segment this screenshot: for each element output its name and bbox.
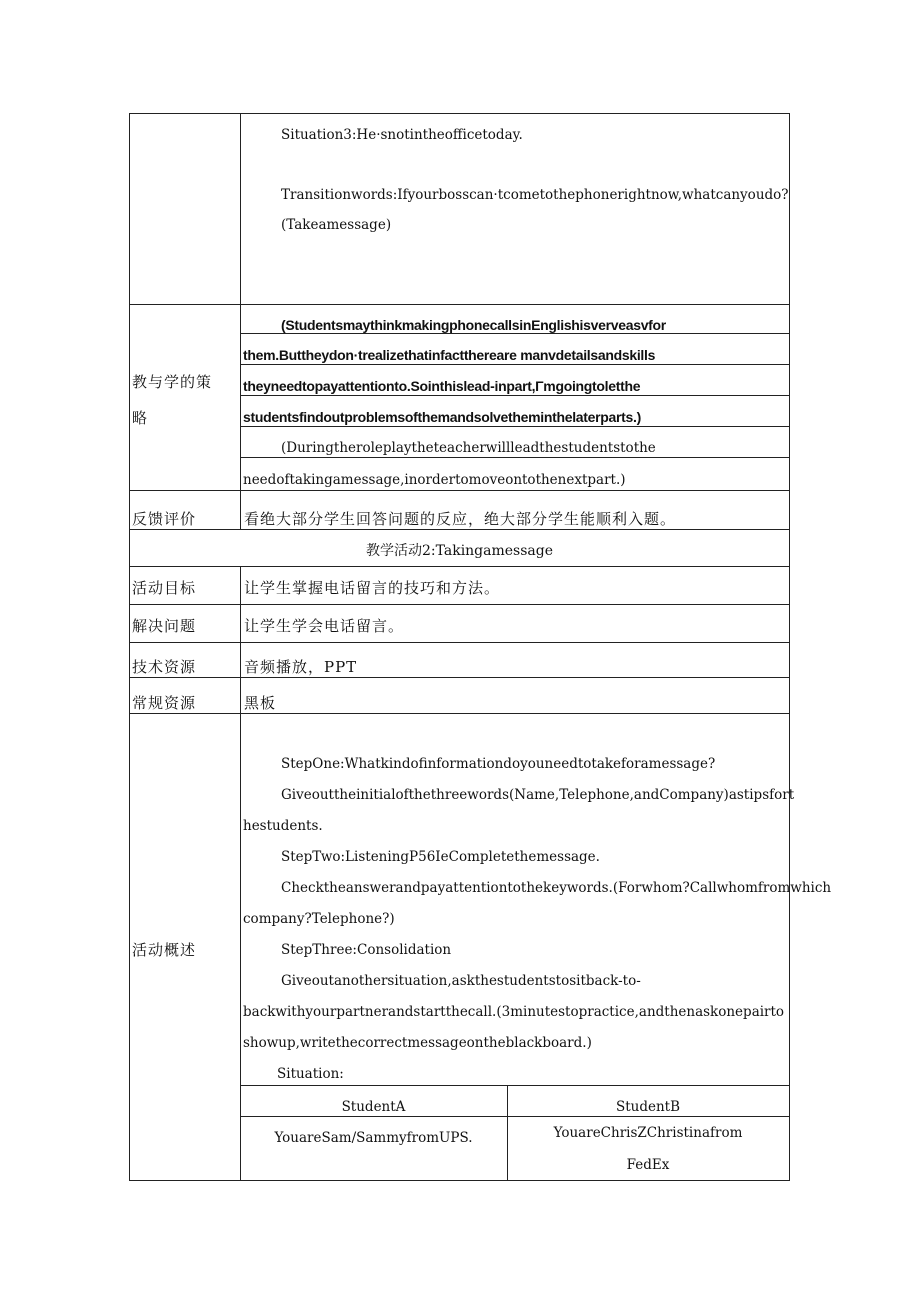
overview-label: 活动概述: [132, 941, 197, 959]
row-divider: [129, 677, 790, 678]
transition-words-text: Transitionwords:Ifyourbosscan·tcometothephonerightnow,whatcanyoudo?: [281, 187, 789, 203]
goal-text: 让学生掌握电话留言的技巧和方法。: [244, 579, 501, 597]
feedback-text: 看绝大部分学生回答问题的反应，绝大部分学生能顺利入题。: [244, 510, 677, 528]
row-divider: [240, 426, 790, 427]
strategy-bold-line: studentsfindoutproblemsofthemandsolvetheminthelaterparts.): [243, 409, 641, 425]
problem-text: 让学生学会电话留言。: [244, 617, 405, 635]
table-border-left: [129, 113, 130, 1181]
row-divider: [129, 529, 790, 530]
tech-resource-text: 音频播放，PPT: [244, 658, 358, 676]
strategy-label-line1: 教与学的策: [132, 373, 213, 391]
overview-line: Giveoutanothersituation,askthestudentstositback-to-: [281, 973, 641, 989]
row-divider: [240, 395, 790, 396]
table-border-right: [789, 113, 790, 1181]
inner-cell-student-b-line1: YouareChrisZChristinafrom: [553, 1125, 743, 1141]
row-divider: [129, 566, 790, 567]
overview-line: backwithyourpartnerandstartthecall.(3minutestopractice,andthenaskonepairto: [243, 1004, 785, 1020]
problem-label: 解决问题: [132, 617, 197, 635]
strategy-normal-line: needoftakingamessage,inordertomoveontothenextpart.): [243, 472, 626, 488]
inner-header-student-b: StudentB: [615, 1099, 681, 1115]
overview-line: showup,writethecorrectmessageontheblackboard.): [243, 1035, 592, 1051]
overview-line: hestudents.: [243, 818, 323, 834]
activity-2-title: 教学活动2:Takingamessage: [365, 543, 554, 559]
inner-cell-student-b-line2: FedEx: [626, 1157, 670, 1173]
inner-table-row: [240, 1116, 790, 1117]
tech-resource-label: 技术资源: [132, 658, 197, 676]
strategy-normal-line: (Duringtheroleplaytheteacherwillleadthestudentstothe: [281, 440, 656, 456]
take-message-text: (Takeamessage): [281, 217, 392, 233]
table-border-bottom: [129, 1180, 790, 1181]
strategy-bold-line: theyneedtopayattentionto.Sointhislead-inpart,Γmgoingtoletthe: [243, 378, 641, 394]
regular-resource-label: 常规资源: [132, 694, 197, 712]
row-divider: [129, 604, 790, 605]
strategy-bold-line: (StudentsmaythinkmakingphonecallsinEnglishisverveasvfor: [281, 317, 666, 333]
strategy-label-line2: 略: [132, 409, 149, 427]
overview-line: Giveouttheinitialofthethreewords(Name,Telephone,andCompany)astipsfort: [281, 787, 795, 803]
inner-header-student-a: StudentA: [341, 1099, 406, 1115]
row-divider: [240, 333, 790, 334]
overview-line: Checktheanswerandpayattentiontothekeywords.(Forwhom?Callwhomfromwhich: [281, 880, 832, 896]
row-divider: [129, 490, 790, 491]
inner-cell-student-a: YouareSam/SammyfromUPS.: [274, 1130, 473, 1146]
strategy-bold-line: them.Buttheydon·trealizethatinfactthereare manvdetailsandskills: [243, 347, 656, 363]
overview-line: Situation:: [277, 1066, 344, 1082]
row-divider: [240, 457, 790, 458]
goal-label: 活动目标: [132, 579, 197, 597]
row-divider: [129, 304, 790, 305]
inner-table-top: [240, 1085, 790, 1086]
row-divider: [129, 713, 790, 714]
overview-line: StepTwo:ListeningP56IeCompletethemessage.: [281, 849, 600, 865]
row-divider: [240, 364, 790, 365]
overview-line: company?Telephone?): [243, 911, 395, 927]
column-divider: [240, 566, 241, 1181]
regular-resource-text: 黑板: [244, 694, 277, 712]
situation-3-text: Situation3:He·snotintheofficetoday.: [281, 127, 523, 143]
column-divider: [240, 113, 241, 529]
overview-line: StepOne:Whatkindofinformationdoyouneedtotakeforamessage?: [281, 756, 716, 772]
table-border-top: [129, 113, 790, 114]
feedback-label: 反馈评价: [132, 510, 197, 528]
row-divider: [129, 642, 790, 643]
overview-line: StepThree:Consolidation: [281, 942, 452, 958]
